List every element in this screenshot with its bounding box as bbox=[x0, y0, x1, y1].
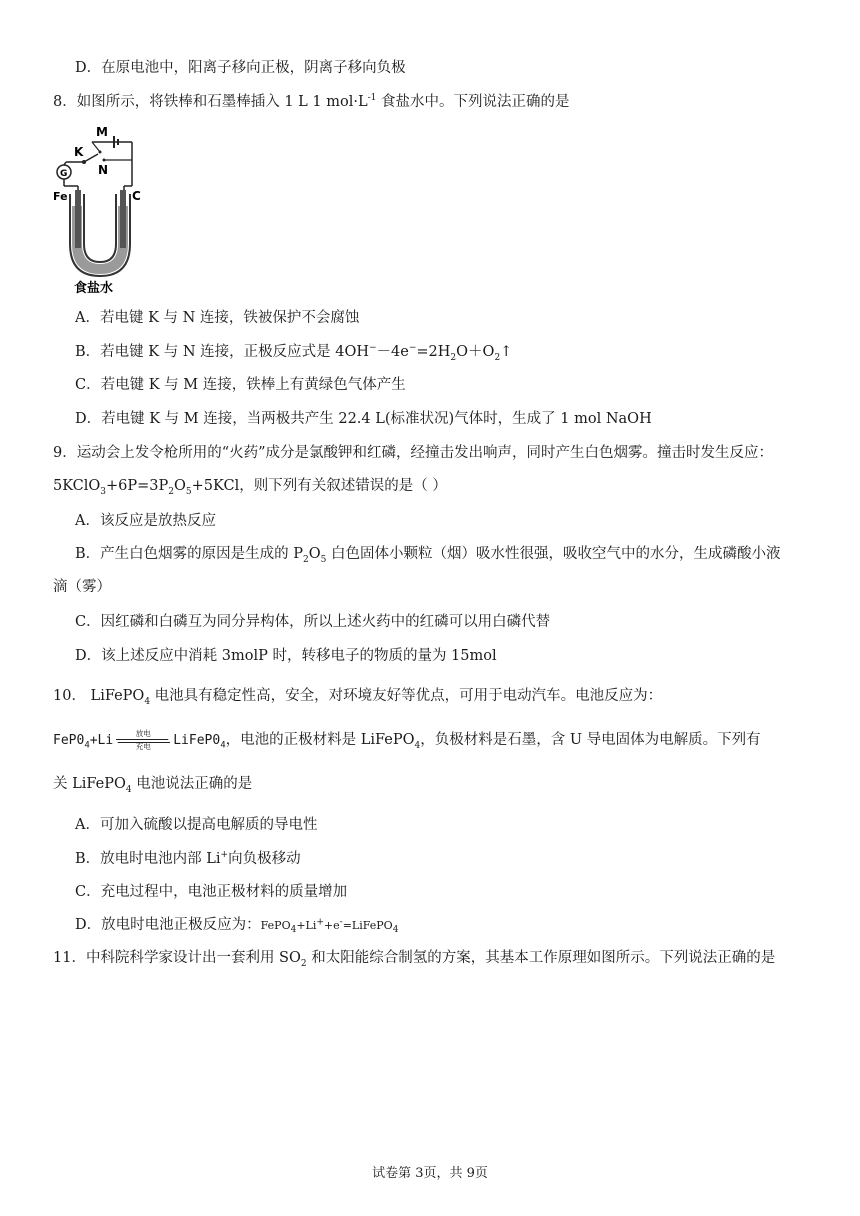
q8-option-c: C．若电键 K 与 M 连接，铁棒上有黄绿色气体产生 bbox=[75, 377, 406, 393]
q10-stem-line3: 关 LiFePO$_4$ 电池说法正确的是 bbox=[53, 776, 253, 795]
diagram-caption: 食盐水 bbox=[74, 281, 114, 296]
reversible-arrow: 放电 充电 bbox=[116, 731, 170, 751]
label-M: M bbox=[96, 125, 108, 139]
q8-option-a: A．若电键 K 与 N 连接，铁被保护不会腐蚀 bbox=[75, 310, 360, 326]
q9-stem-line1: 9．运动会上发令枪所用的“火药”成分是氯酸钾和红磷，经撞击发出响声，同时产生白色烟雾。撞击时发生反应： bbox=[53, 445, 774, 461]
label-K: K bbox=[74, 145, 84, 159]
q10-option-c: C．充电过程中，电池正极材料的质量增加 bbox=[75, 884, 348, 900]
label-C: C bbox=[132, 189, 141, 203]
q9-stem-line2: $5KClO_3+6P=3P_2O_5+5KCl$，则下列有关叙述错误的是（ ） bbox=[53, 478, 447, 497]
q8-option-d: D．若电键 K 与 M 连接，当两极共产生 22.4 L(标准状况)气体时，生成了 1 mol NaOH bbox=[75, 411, 652, 427]
q10-option-b: B．放电时电池内部 Li+向负极移动 bbox=[75, 850, 301, 867]
q10-option-d: D．放电时电池正极反应为：FePO$_4$+Li++e-=LiFePO$_4$ bbox=[75, 917, 399, 936]
label-N: N bbox=[98, 163, 109, 177]
q10-stem-line1: 10． LiFePO$_4$ 电池具有稳定性高，安全，对环境友好等优点，可用于电动汽车。电池反应为： bbox=[53, 688, 663, 707]
q9-option-d: D．该上述反应中消耗 3molP 时，转移电子的物质的量为 15mol bbox=[75, 648, 497, 664]
label-G: G bbox=[60, 169, 68, 179]
q9-option-b-line1: B．产生白色烟雾的原因是生成的 $P_2O_5$ 白色固体小颗粒（烟）吸水性很强，吸收空气中的水分，生成磷酸小液 bbox=[75, 546, 781, 565]
q9-option-b-line2: 滴（雾） bbox=[53, 579, 111, 595]
q8-stem: 8．如图所示，将铁棒和石墨棒插入 1 L 1 $mol\cdot L^{-1}$ 食盐水中。下列说法正确的是 bbox=[53, 93, 570, 110]
label-Fe: Fe bbox=[53, 190, 68, 203]
q9-option-c: C．因红磷和白磷互为同分异构体，所以上述火药中的红磷可以用白磷代替 bbox=[75, 614, 551, 630]
page-footer: 试卷第 3页，共 9页 bbox=[372, 1166, 488, 1181]
q10-option-a: A．可加入硫酸以提高电解质的导电性 bbox=[75, 817, 318, 833]
q11-stem: 11．中科院科学家设计出一套利用 $SO_2$ 和太阳能综合制氢的方案，其基本工作原理如图所示。下列说法正确的是 bbox=[53, 950, 776, 969]
q7-option-d: D．在原电池中，阳离子移向正极，阴离子移向负极 bbox=[75, 60, 406, 76]
q9-option-a: A．该反应是放热反应 bbox=[75, 513, 216, 529]
q10-stem-line2: $FeP0_4+Li$ 放电 充电 $LiFeP0_4$，电池的正极材料是 LiFePO$_4$，负极材料是石墨，含 U 导电固体为电解质。下列有 bbox=[53, 728, 761, 751]
battery-equation: $FeP0_4+Li$ 放电 充电 $LiFeP0_4$ bbox=[53, 728, 226, 751]
q8-option-b: B．若电键 K 与 N 连接，正极反应式是 $4OH^--4e^-=2H_2O+O_2↑$ bbox=[75, 343, 513, 363]
electrolysis-diagram bbox=[52, 124, 148, 296]
